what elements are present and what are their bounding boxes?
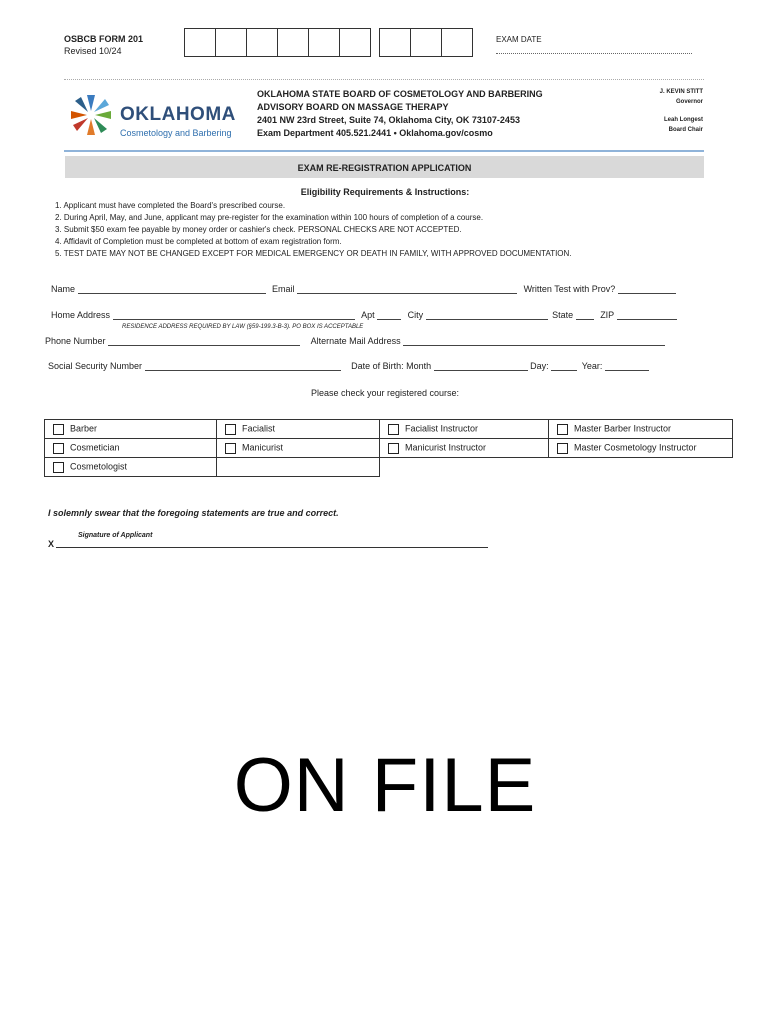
checkbox-icon[interactable] [557, 443, 568, 454]
oath-statement: I solemnly swear that the foregoing statements are true and correct. [48, 508, 339, 518]
dob-year-field[interactable] [605, 361, 649, 371]
dob-label: Date of Birth: Month [351, 361, 432, 371]
day-label: Day: [530, 361, 549, 371]
course-empty-cell [217, 458, 380, 477]
signature-label: Signature of Applicant [78, 532, 153, 539]
exam-date-line[interactable] [496, 53, 692, 54]
written-test-label: Written Test with Prov? [523, 284, 616, 294]
revised-date: Revised 10/24 [64, 46, 122, 56]
signature-line[interactable] [56, 547, 488, 548]
course-barber[interactable]: Barber [45, 420, 217, 439]
year-label: Year: [581, 361, 603, 371]
ssn-label: Social Security Number [48, 361, 143, 371]
advisory-board: ADVISORY BOARD ON MASSAGE THERAPY [257, 102, 449, 112]
checkbox-icon[interactable] [557, 424, 568, 435]
written-test-field[interactable] [618, 284, 676, 294]
course-facialist-instructor[interactable]: Facialist Instructor [380, 420, 549, 439]
eligibility-item: 1. Applicant must have completed the Board's prescribed course. [55, 201, 286, 210]
email-label: Email [272, 284, 295, 294]
course-manicurist[interactable]: Manicurist [217, 439, 380, 458]
home-address-field[interactable] [113, 310, 355, 320]
eligibility-item: 5. TEST DATE MAY NOT BE CHANGED EXCEPT FOR MEDICAL EMERGENCY OR DEATH IN FAMILY, WITH APPROVED DOCUMENTATION. [55, 249, 572, 258]
city-field[interactable] [426, 310, 548, 320]
oklahoma-logo-icon [66, 92, 116, 143]
dob-month-field[interactable] [434, 361, 528, 371]
checkbox-icon[interactable] [388, 424, 399, 435]
ssn-row [48, 361, 649, 371]
checkbox-icon[interactable] [388, 443, 399, 454]
course-cosmetician[interactable]: Cosmetician [45, 439, 217, 458]
id-boxes-group-1[interactable] [184, 28, 371, 57]
divider-top [64, 79, 704, 80]
address-row [51, 310, 677, 320]
on-file-stamp: ON FILE [233, 743, 537, 828]
logo-subtitle: Cosmetology and Barbering [120, 128, 232, 138]
course-facialist[interactable]: Facialist [217, 420, 380, 439]
signature-x-mark: X [48, 539, 55, 549]
alt-mail-field[interactable] [403, 336, 665, 346]
name-field[interactable] [78, 284, 266, 294]
divider-accent [64, 150, 704, 152]
ssn-field[interactable] [145, 361, 341, 371]
logo-word: OKLAHOMA [120, 104, 236, 125]
course-master-cosmetology-instructor[interactable]: Master Cosmetology Instructor [549, 439, 733, 458]
registered-prompt: Please check your registered course: [310, 388, 460, 398]
home-address-label: Home Address [51, 310, 111, 320]
checkbox-icon[interactable] [225, 443, 236, 454]
form-title: EXAM RE-REGISTRATION APPLICATION [297, 163, 472, 173]
state-field[interactable] [576, 310, 594, 320]
email-field[interactable] [297, 284, 517, 294]
eligibility-item: 2. During April, May, and June, applicant may pre-register for the examination within 100 hours of completion of a course. [55, 213, 484, 222]
form-number: OSBCB FORM 201 [64, 34, 144, 44]
checkbox-icon[interactable] [53, 424, 64, 435]
course-master-barber-instructor[interactable]: Master Barber Instructor [549, 420, 733, 439]
agency-contact: Exam Department 405.521.2441 • Oklahoma.gov/cosmo [257, 128, 493, 138]
apt-field[interactable] [377, 310, 401, 320]
chair-name: Leah Longest [663, 117, 703, 123]
course-cosmetologist[interactable]: Cosmetologist [45, 458, 217, 477]
residence-note: RESIDENCE ADDRESS REQUIRED BY LAW (§59-199.3-B-3). PO BOX IS ACCEPTABLE [122, 324, 364, 330]
checkbox-icon[interactable] [225, 424, 236, 435]
governor-name: J. KEVIN STITT [659, 89, 703, 95]
name-row [51, 284, 676, 294]
dob-day-field[interactable] [551, 361, 577, 371]
eligibility-item: 3. Submit $50 exam fee payable by money order or cashier's check. PERSONAL CHECKS ARE NOT ACCEPTED. [55, 225, 462, 234]
zip-label: ZIP [600, 310, 615, 320]
agency-address: 2401 NW 23rd Street, Suite 74, Oklahoma City, OK 73107-2453 [257, 115, 520, 125]
governor-title: Governor [675, 99, 703, 105]
apt-label: Apt [361, 310, 375, 320]
chair-title: Board Chair [668, 127, 703, 133]
agency-name: OKLAHOMA STATE BOARD OF COSMETOLOGY AND BARBERING [257, 89, 543, 99]
checkbox-icon[interactable] [53, 462, 64, 473]
eligibility-item: 4. Affidavit of Completion must be completed at bottom of exam registration form. [55, 237, 342, 246]
checkbox-icon[interactable] [53, 443, 64, 454]
phone-row [45, 336, 665, 346]
id-boxes-group-2[interactable] [379, 28, 473, 57]
eligibility-heading: Eligibility Requirements & Instructions: [300, 187, 470, 197]
course-table [44, 419, 733, 477]
name-label: Name [51, 284, 76, 294]
city-label: City [407, 310, 424, 320]
phone-label: Phone Number [45, 336, 106, 346]
course-manicurist-instructor[interactable]: Manicurist Instructor [380, 439, 549, 458]
alt-mail-label: Alternate Mail Address [310, 336, 401, 346]
zip-field[interactable] [617, 310, 677, 320]
exam-date-label: EXAM DATE [496, 35, 542, 44]
phone-field[interactable] [108, 336, 300, 346]
state-label: State [552, 310, 574, 320]
